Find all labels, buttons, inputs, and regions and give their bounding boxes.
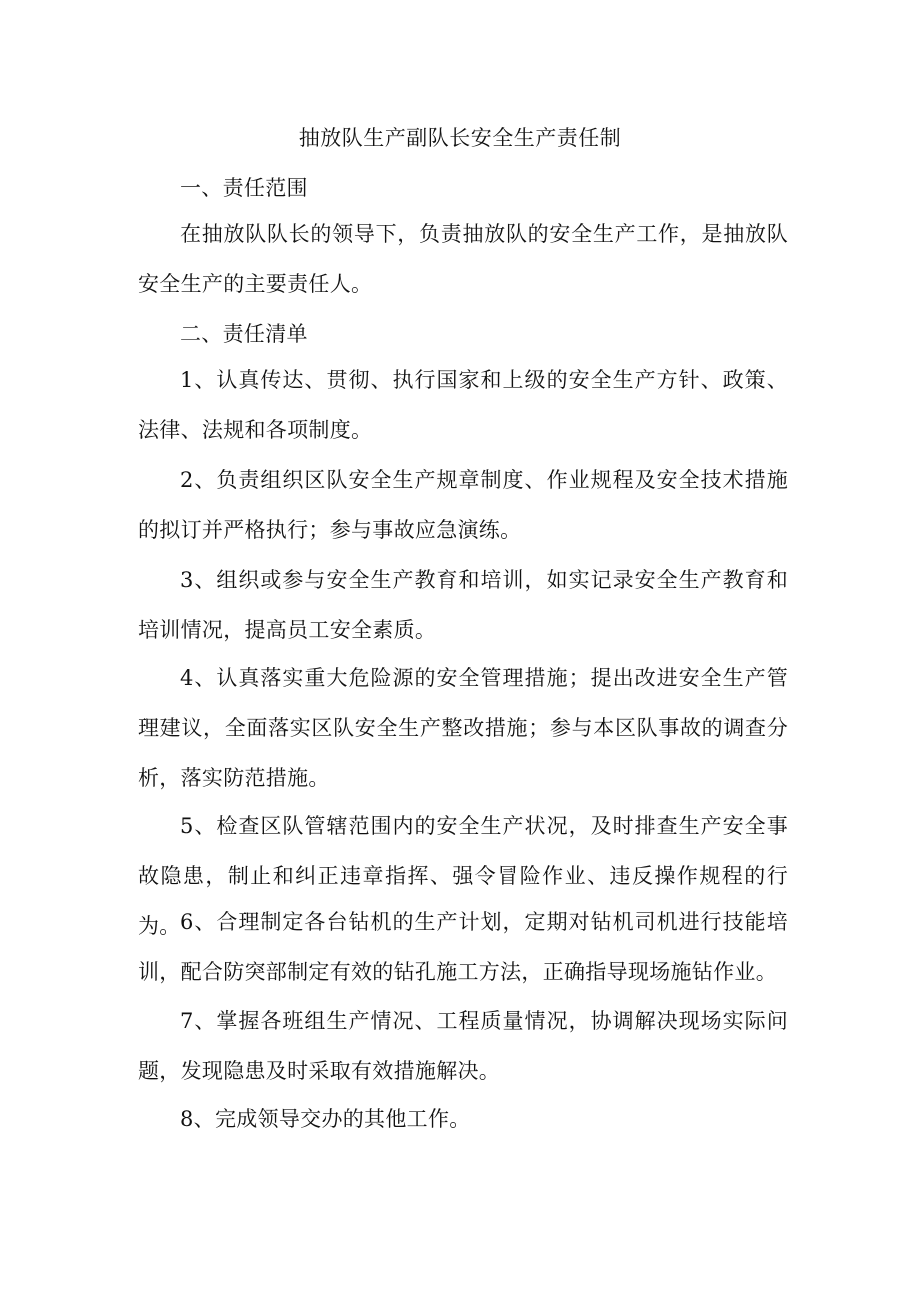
list-item: 3、组织或参与安全生产教育和培训，如实记录安全生产教育和培训情况，提高员工安全素质。: [138, 568, 788, 642]
scope-paragraph: 在抽放队队长的领导下，负责抽放队的安全生产工作，是抽放队安全生产的主要责任人。: [138, 222, 788, 296]
list-item: 2、负责组织区队安全生产规章制度、作业规程及安全技术措施的拟订并严格执行；参与事故应急演练。: [138, 468, 788, 542]
list-item: 8、完成领导交办的其他工作。: [180, 1107, 471, 1131]
section-heading-list: 二、责任清单: [180, 322, 308, 346]
list-item: 7、掌握各班组生产情况、工程质量情况，协调解决现场实际问题，发现隐患及时采取有效措施解决。: [138, 1009, 788, 1083]
list-item: 6、合理制定各台钻机的生产计划，定期对钻机司机进行技能培训，配合防突部制定有效的钻孔施工方法，正确指导现场施钻作业。: [138, 910, 788, 984]
list-item: 1、认真传达、贯彻、执行国家和上级的安全生产方针、政策、法律、法规和各项制度。: [138, 368, 788, 442]
list-item: 5、检查区队管辖范围内的安全生产状况，及时排查生产安全事故隐患，制止和纠正违章指挥、强令冒险作业、违反操作规程的行为。: [138, 814, 788, 938]
list-item: 4、认真落实重大危险源的安全管理措施；提出改进安全生产管理建议，全面落实区队安全生产整改措施；参与本区队事故的调查分析，落实防范措施。: [138, 666, 788, 790]
document-title: 抽放队生产副队长安全生产责任制: [298, 126, 622, 150]
section-heading-scope: 一、责任范围: [180, 176, 308, 200]
